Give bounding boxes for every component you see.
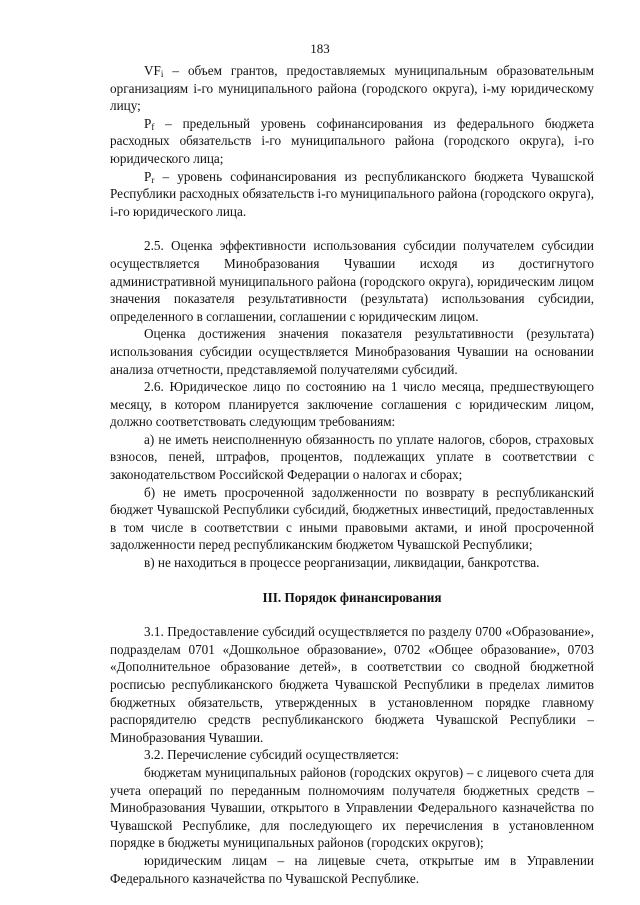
variable-subscript: i <box>160 69 164 79</box>
document-body <box>110 62 594 887</box>
variable-subscript: f <box>151 121 155 132</box>
paragraph-2-6: 2.6. Юридическое лицо по состоянию на 1 число месяца, предшествующего месяцу, в котором планируется заключение соглашения с юридическим лицом, должно соответствовать следующим требованиям: <box>110 379 594 430</box>
variable-symbol: VF <box>144 63 161 78</box>
formula-variable-definition <box>110 115 594 168</box>
section-heading: III. Порядок финансирования <box>262 589 442 605</box>
paragraph-3-2: 3.2. Перечисление субсидий осуществляется: <box>144 747 399 763</box>
variable-symbol: P <box>144 168 152 184</box>
variable-description: – уровень софинансирования из республиканского бюджета Чувашской Республики расходных обязательств i-го муниципального района (городского округа), i-го юридического лица. <box>110 168 594 219</box>
requirement-b: б) не иметь просроченной задолженности по возврату в республиканский бюджет Чувашской Республики субсидий, бюджетных инвестиций, предоставленных в том числе в соответствии с иными правовыми актами, и иной просроченной задолженности перед республиканским бюджетом Чувашской Республики; <box>110 484 594 553</box>
paragraph-legal-entities: юридическим лицам – на лицевые счета, открытые им в Управлении Федерального казначейства по Чувашской Республике. <box>110 852 594 886</box>
requirement-c: в) не находиться в процессе реорганизации, ликвидации, банкротства. <box>144 555 540 571</box>
variable-description: – предельный уровень софинансирования из федерального бюджета расходных обязательств i-го муниципального района (городского округа), i-го юридического лица; <box>110 115 594 166</box>
formula-variable-definition <box>110 62 594 115</box>
variable-symbol: P <box>144 115 152 131</box>
requirement-a: а) не иметь неисполненную обязанность по уплате налогов, сборов, страховых взносов, пеней, штрафов, процентов, подлежащих уплате в соответствии с законодательством Российской Федерации о налогах и сборах; <box>110 431 594 483</box>
paragraph-2-5: 2.5. Оценка эффективности использования субсидии получателем субсидии осуществляется Минобразования Чувашии исходя из достигнутого административной муниципального района (городского округа), юридическим лицом значения показателя результативности (результата) использования субсидии, определенного в соглашении, соглашении с юридическим лицом. <box>110 238 594 324</box>
paragraph-assessment: Оценка достижения значения показателя результативности (результата) использования субсидии осуществляется Минобразования Чувашии на основании анализа отчетности, представляемой получателями субсидий. <box>110 326 594 377</box>
variable-description: – объем грантов, предоставляемых муниципальным образовательным организациям i-го муниципального района (городского округа), i-му юридическому лицу; <box>110 63 594 114</box>
page-number: 183 <box>310 41 330 56</box>
paragraph-3-1: 3.1. Предоставление субсидий осуществляется по разделу 0700 «Образование», подразделам 0701 «Дошкольное образование», 0702 «Общее образование», 0703 «Дополнительное образование детей», в соответствии со сводной бюджетной росписью республиканского бюджета Чувашской Республики в пределах лимитов бюджетных обязательств, утвержденных в установленном порядке главному распорядителю средств республиканского бюджета Чувашской Республики – Минобразования Чувашии. <box>110 624 594 745</box>
paragraph-municipal-budgets: бюджетам муниципальных районов (городских округов) – с лицевого счета для учета операций по переданным полномочиям получателя бюджетных средств – Минобразования Чувашии, открытого в Управлении Федерального казначейства по Чувашской Республике, для последующего их перечисления в установленном порядке в бюджеты муниципальных районов (городских округов); <box>110 764 594 851</box>
formula-variable-definition <box>110 168 594 221</box>
variable-subscript: r <box>151 174 155 185</box>
